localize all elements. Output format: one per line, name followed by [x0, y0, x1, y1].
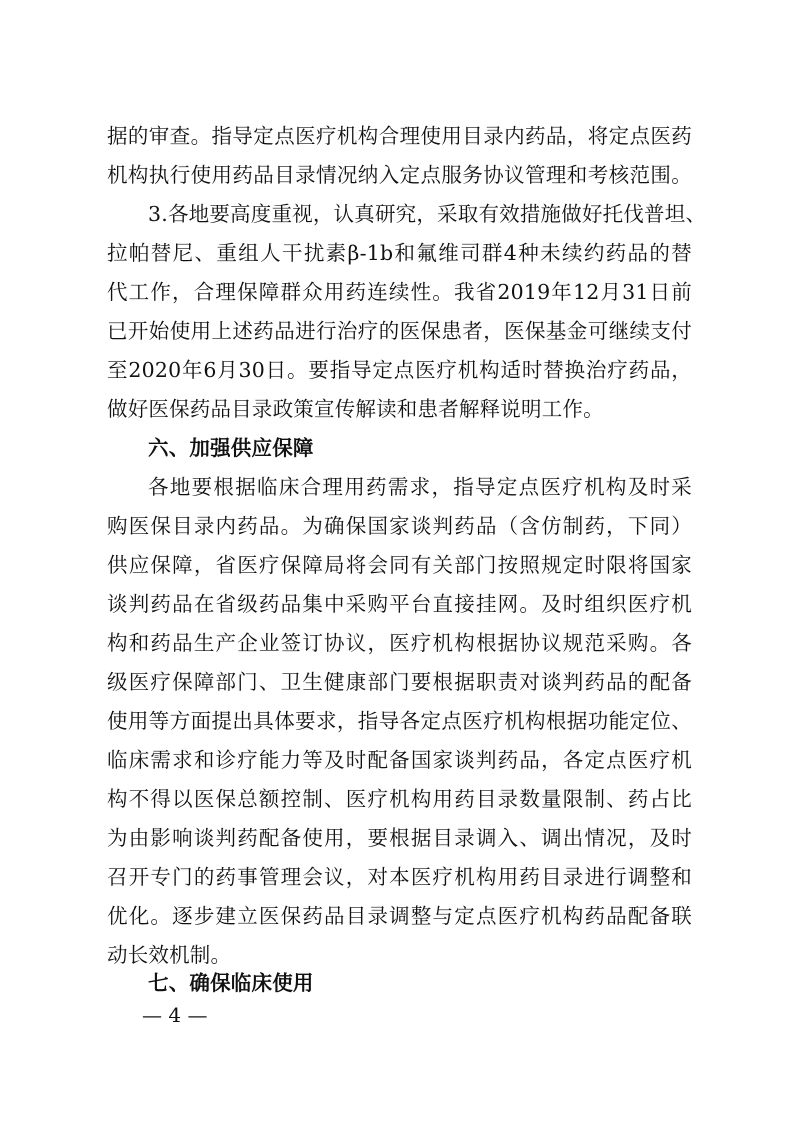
section-heading: 六、加强供应保障 [148, 436, 314, 460]
paragraph-line: 谈判药品在省级药品集中采购平台直接挂网。及时组织医疗机 [107, 592, 692, 616]
paragraph-line: 供应保障，省医疗保障局将会同有关部门按照规定时限将国家 [107, 553, 692, 577]
paragraph-line: 临床需求和诊疗能力等及时配备国家谈判药品，各定点医疗机 [107, 748, 692, 772]
page-number: — 4 — [142, 1003, 208, 1027]
paragraph-line: 使用等方面提出具体要求，指导各定点医疗机构根据功能定位、 [107, 709, 692, 733]
paragraph-line: 据的审查。指导定点医疗机构合理使用目录内药品，将定点医药 [107, 124, 692, 148]
paragraph-line: 构和药品生产企业签订协议，医疗机构根据协议规范采购。各 [107, 631, 692, 655]
paragraph-line: 代工作，合理保障群众用药连续性。我省2019年12月31日前 [107, 280, 692, 304]
paragraph-line: 购医保目录内药品。为确保国家谈判药品（含仿制药，下同） [107, 514, 692, 538]
paragraph-line: 至2020年6月30日。要指导定点医疗机构适时替换治疗药品， [107, 358, 692, 382]
section-heading: 七、确保临床使用 [148, 971, 314, 995]
paragraph-line: 做好医保药品目录政策宣传解读和患者解释说明工作。 [107, 397, 604, 421]
paragraph-line: 已开始使用上述药品进行治疗的医保患者，医保基金可继续支付 [107, 319, 692, 343]
paragraph-line: 为由影响谈判药配备使用，要根据目录调入、调出情况，及时 [107, 826, 692, 850]
paragraph-line: 召开专门的药事管理会议，对本医疗机构用药目录进行调整和 [107, 865, 692, 889]
paragraph-line: 构不得以医保总额控制、医疗机构用药目录数量限制、药占比 [107, 787, 692, 811]
paragraph-line: 各地要根据临床合理用药需求，指导定点医疗机构及时采 [148, 475, 692, 499]
paragraph-line: 级医疗保障部门、卫生健康部门要根据职责对谈判药品的配备 [107, 670, 692, 694]
paragraph-line: 拉帕替尼、重组人干扰素β-1b和氟维司群4种未续约药品的替 [107, 241, 692, 265]
paragraph-line: 优化。逐步建立医保药品目录调整与定点医疗机构药品配备联 [107, 904, 692, 928]
paragraph-line: 机构执行使用药品目录情况纳入定点服务协议管理和考核范围。 [107, 163, 692, 187]
paragraph-line: 动长效机制。 [107, 943, 232, 967]
paragraph-line: 3.各地要高度重视，认真研究，采取有效措施做好托伐普坦、 [148, 202, 707, 226]
